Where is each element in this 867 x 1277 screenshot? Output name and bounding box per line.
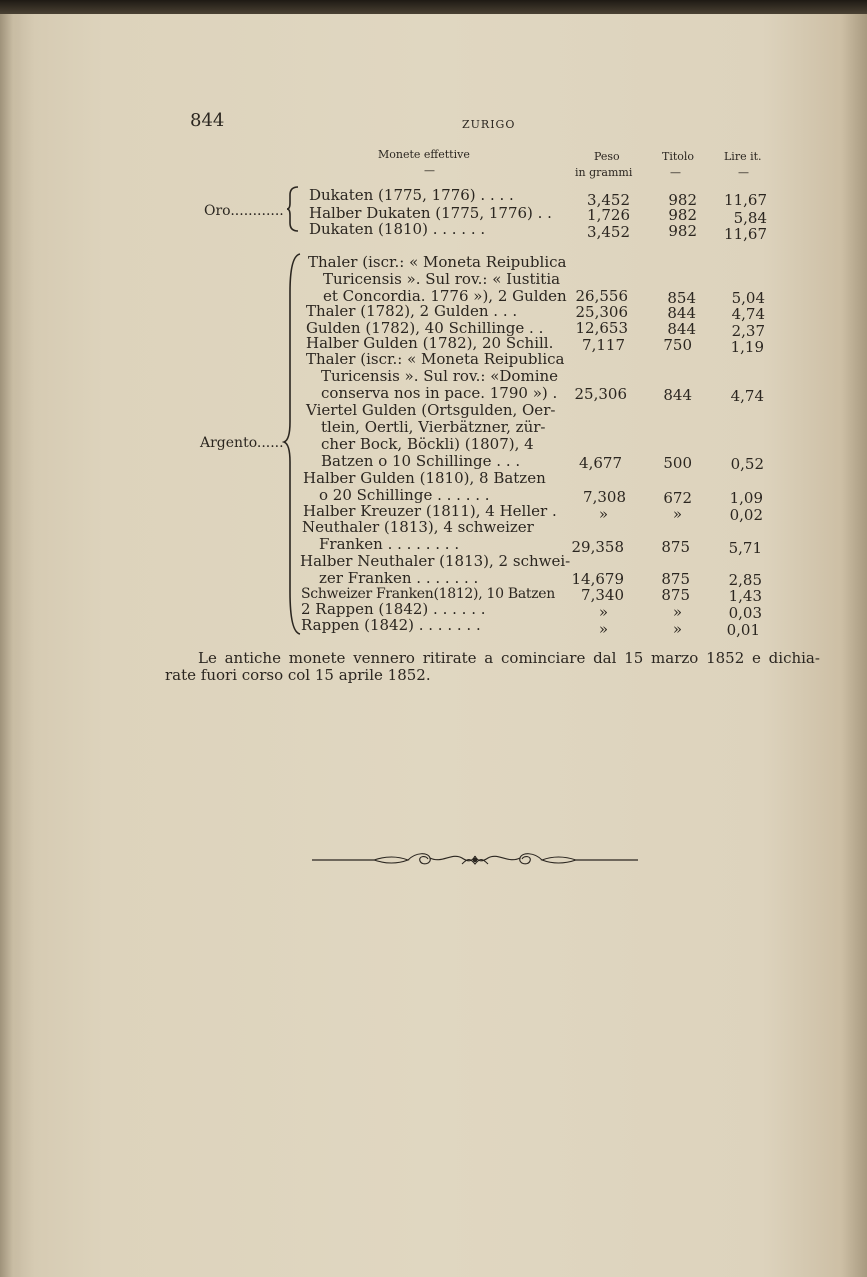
row-weight: 3,452 [587,191,630,209]
row-weight: 12,653 [575,319,628,337]
row-weight: 7,117 [582,336,625,354]
row-fineness: » [672,505,682,523]
row-weight: 26,556 [575,287,628,305]
row-description: Thaler (iscr.: « Moneta Reipublica [306,350,565,368]
row-value: 5,04 [731,289,765,307]
row-value: 11,67 [724,225,767,243]
row-description: Franken . . . . . . . . [319,535,460,553]
header-fineness: Titolo [662,150,695,163]
brace-silver [282,252,302,636]
row-value: 4,74 [731,305,765,323]
row-value: 5,84 [733,209,767,227]
row-value: 2,85 [728,571,762,589]
row-description: cher Bock, Böckli) (1807), 4 [321,435,534,453]
row-description: Halber Kreuzer (1811), 4 Heller . [303,502,557,520]
row-weight: 25,306 [574,385,627,403]
row-description: zer Franken . . . . . . . [319,569,479,587]
row-weight: 29,358 [571,538,624,556]
row-description: Thaler (1782), 2 Gulden . . . [306,302,518,320]
row-fineness: 854 [667,289,696,307]
row-description: Halber Dukaten (1775, 1776) . . [309,204,552,222]
row-weight: 4,677 [579,454,622,472]
row-fineness: 844 [667,320,696,338]
row-description: Halber Neuthaler (1813), 2 schwei- [300,552,571,570]
group-label-gold: Oro............ [204,203,284,219]
header-description: Monete effettive [378,148,470,161]
row-description: Halber Gulden (1782), 20 Schill. [306,334,554,352]
row-description: Thaler (iscr.: « Moneta Reipublica [308,253,567,271]
row-value: 4,74 [730,387,764,405]
row-description: Dukaten (1775, 1776) . . . . [309,186,514,204]
row-fineness: 982 [668,206,697,224]
row-fineness: 875 [661,570,690,588]
row-weight: » [598,603,608,621]
row-description: Rappen (1842) . . . . . . . [301,616,481,634]
row-description: Gulden (1782), 40 Schillinge . . [306,319,544,337]
row-fineness: » [672,603,682,621]
row-weight: 3,452 [587,223,630,241]
row-description: o 20 Schillinge . . . . . . [319,486,490,504]
ornament-divider [312,850,638,870]
row-fineness: 982 [668,222,697,240]
row-value: 0,03 [728,604,762,622]
header-weight-line2: in grammi [575,166,633,179]
header-value-dash: — [738,166,749,179]
row-value: 1,09 [729,489,763,507]
group-label-silver: Argento...... [200,435,284,451]
row-value: 0,01 [726,621,760,639]
header-description-dash: — [424,164,435,177]
row-description: Turicensis ». Sul rov.: « Iustitia [323,270,561,288]
row-value: 5,71 [728,539,762,557]
header-fineness-dash: — [670,166,681,179]
row-description: Turicensis ». Sul rov.: «Domine [321,367,559,385]
row-description: conserva nos in pace. 1790 ») . [321,384,558,402]
row-weight: 25,306 [575,303,628,321]
row-weight: » [598,505,608,523]
row-description: Batzen o 10 Schillinge . . . [321,452,521,470]
page-number: 844 [190,110,225,131]
header-weight-line1: Peso [594,150,620,163]
row-weight: 7,308 [583,488,626,506]
row-weight: 1,726 [587,206,630,224]
running-head: ZURIGO [462,118,516,131]
brace-gold [286,185,300,233]
note-line-2: rate fuori corso col 15 aprile 1852. [165,666,431,684]
row-weight: 7,340 [581,586,624,604]
row-fineness: 982 [668,191,697,209]
row-fineness: 672 [663,489,692,507]
row-weight: » [598,620,608,638]
row-value: 1,43 [728,587,762,605]
row-fineness: 844 [663,386,692,404]
row-description: 2 Rappen (1842) . . . . . . [301,600,486,618]
row-fineness: 500 [663,454,692,472]
row-fineness: 750 [663,336,692,354]
row-value: 0,02 [729,506,763,524]
row-fineness: 844 [667,304,696,322]
header-value: Lire it. [724,150,762,163]
row-description: et Concordia. 1776 »), 2 Gulden [323,287,567,305]
row-value: 11,67 [724,191,767,209]
row-fineness: 875 [661,538,690,556]
row-description: Dukaten (1810) . . . . . . [309,220,486,238]
row-value: 0,52 [730,455,764,473]
row-description: tlein, Oertli, Vierbätzner, zür- [321,418,546,436]
row-value: 1,19 [730,338,764,356]
note-line-1: Le antiche monete vennero ritirate a cominciare dal 15 marzo 1852 e dichia- [198,649,820,667]
row-description: Schweizer Franken(1812), 10 Batzen [301,586,556,602]
row-description: Halber Gulden (1810), 8 Batzen [303,469,546,487]
row-fineness: » [672,620,682,638]
row-description: Neuthaler (1813), 4 schweizer [302,518,534,536]
row-weight: 14,679 [571,570,624,588]
row-description: Viertel Gulden (Ortsgulden, Oer- [306,401,556,419]
row-fineness: 875 [661,586,690,604]
row-value: 2,37 [731,322,765,340]
